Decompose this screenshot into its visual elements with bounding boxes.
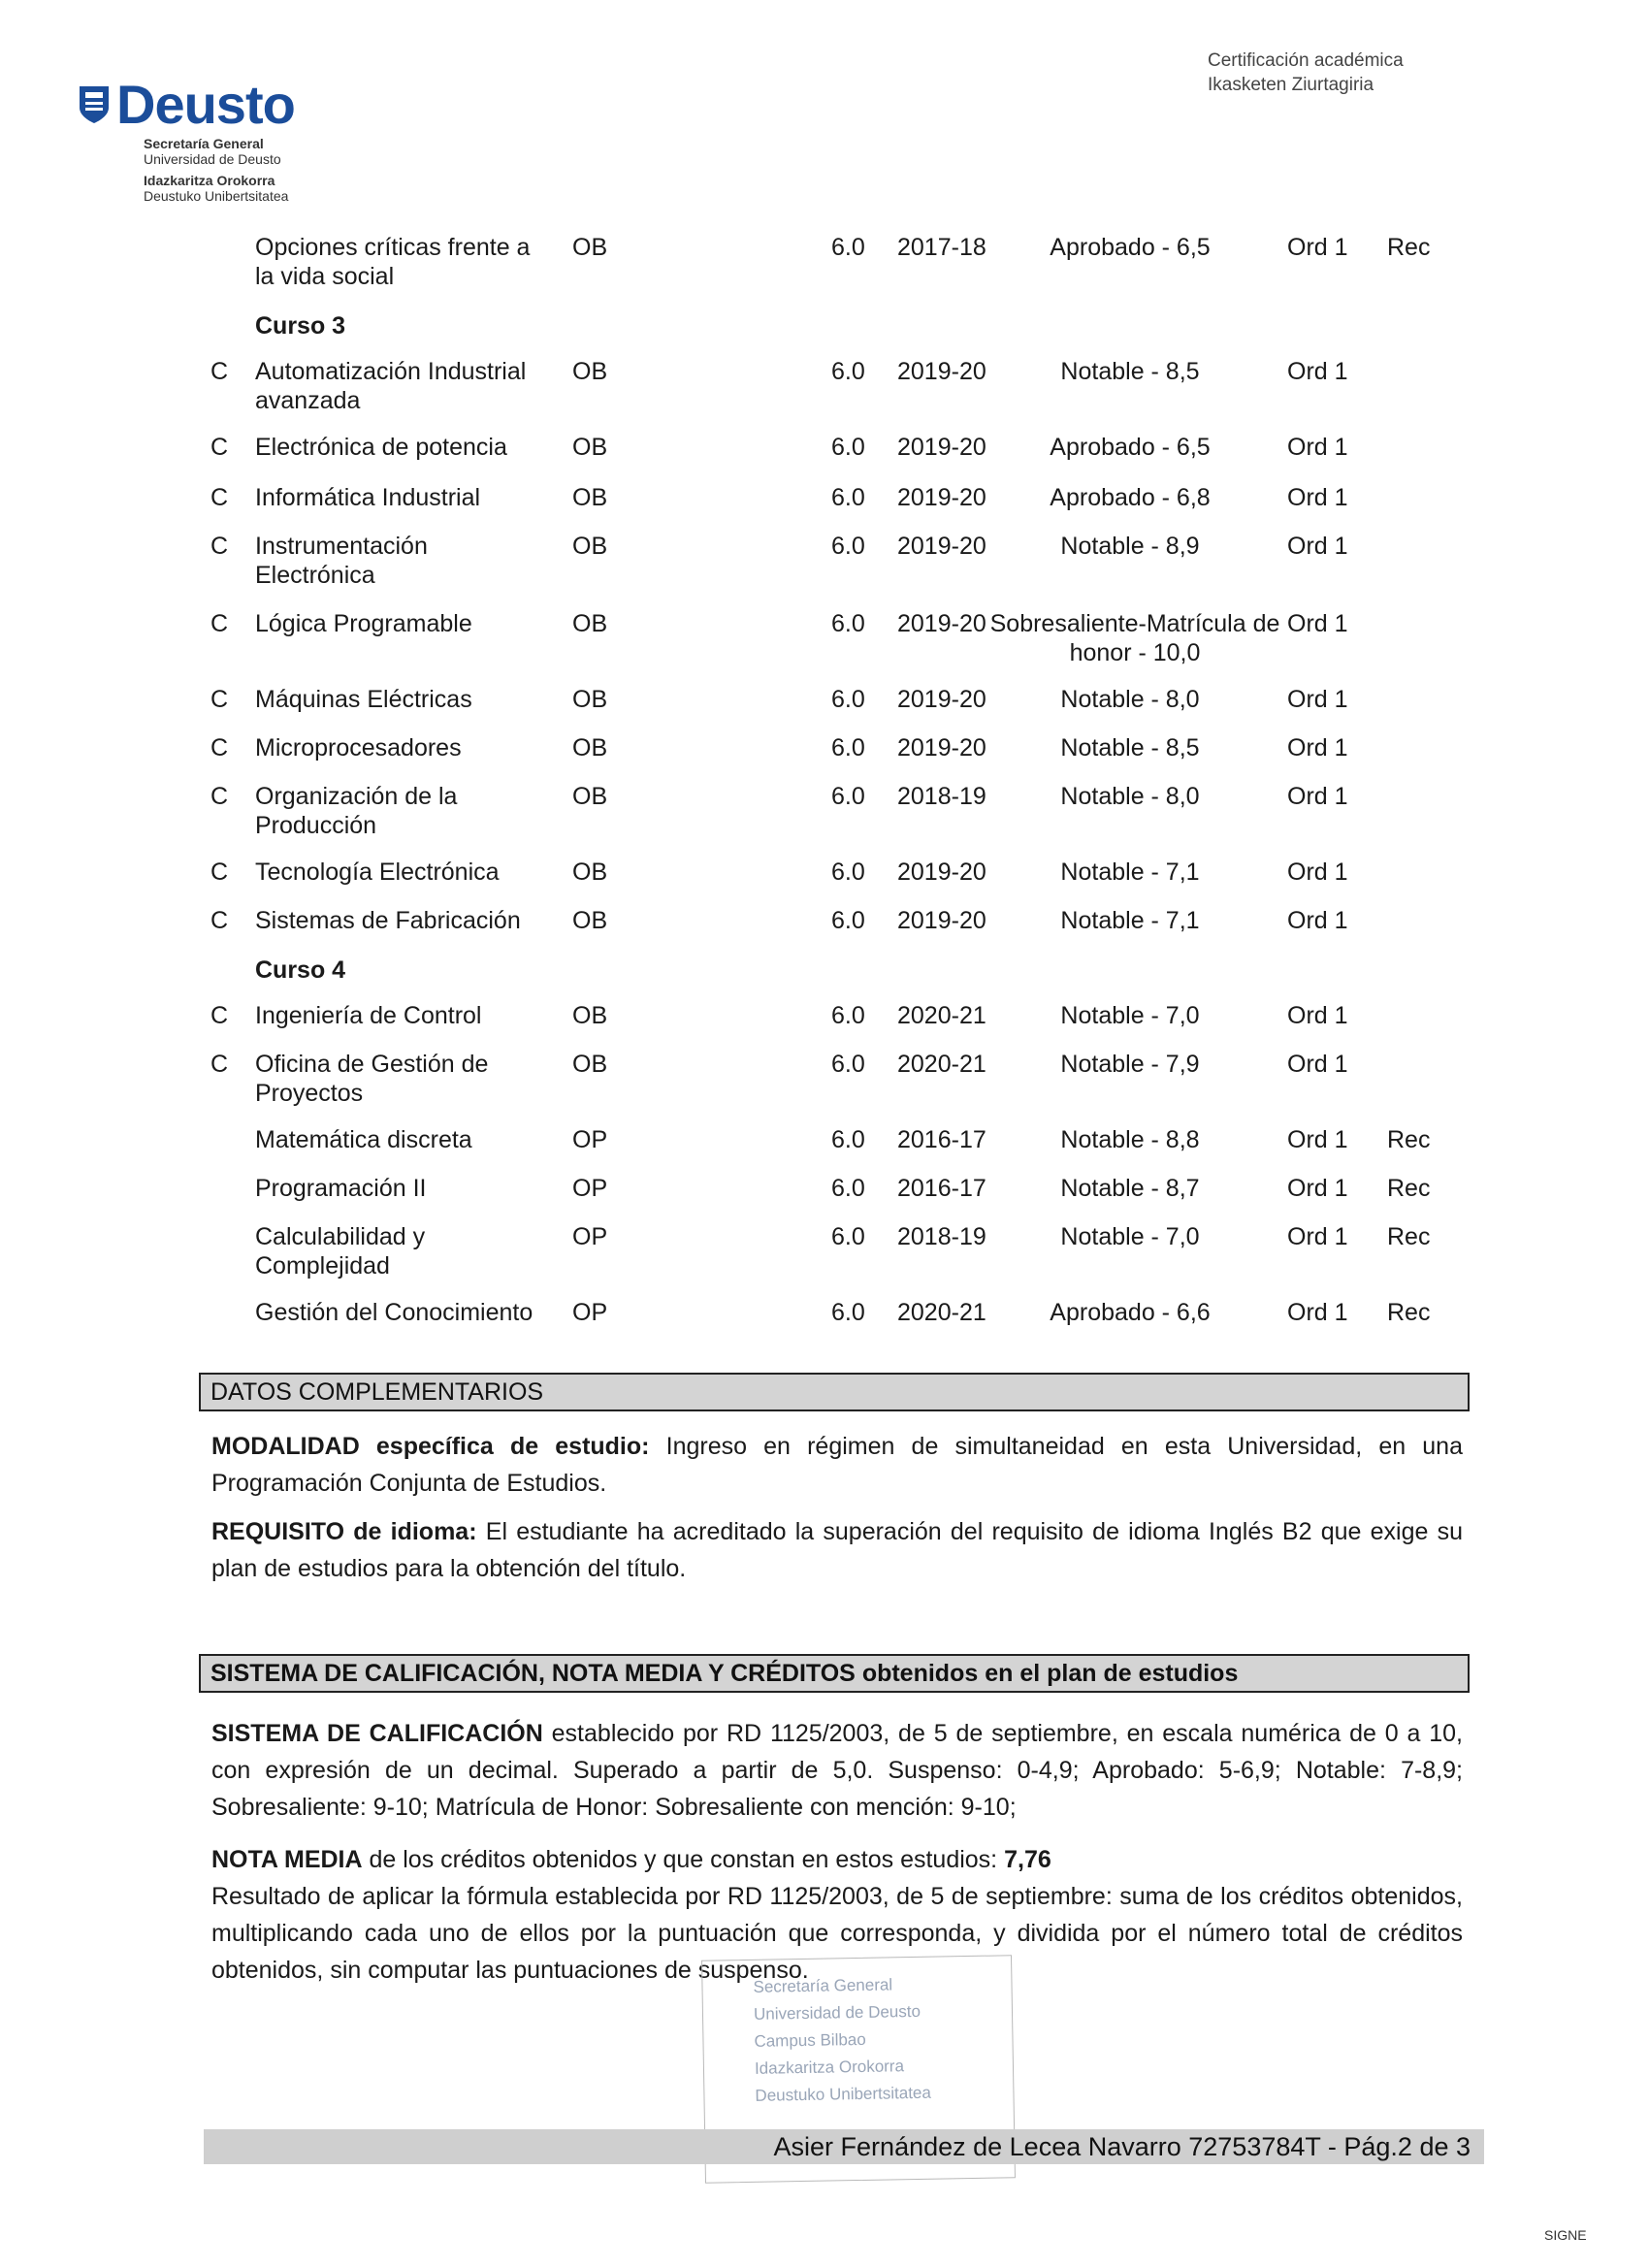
subject-year: 2019-20 (897, 434, 986, 461)
subject-type: OB (572, 484, 608, 511)
subject-type: OB (572, 1002, 608, 1029)
subject-credits: 6.0 (831, 358, 865, 385)
subject-name: Instrumentación Electrónica (255, 533, 428, 589)
requisito-text: El estudiante ha acreditado la superación del requisito de idioma Inglés B2 que exige su plan de estudios para la obtención del título. (211, 1518, 1464, 1582)
subject-convocatoria: Ord 1 (1287, 1223, 1348, 1250)
nota-media-value: 7,76 (1004, 1846, 1051, 1873)
subject-type: OP (572, 1223, 608, 1250)
row-mark: C (210, 358, 229, 385)
subject-year: 2019-20 (897, 610, 986, 637)
subject-year: 2018-19 (897, 783, 986, 810)
subject-year: 2019-20 (897, 859, 986, 886)
subject-credits: 6.0 (831, 610, 865, 637)
subject-type: OP (572, 1126, 608, 1153)
subject-rec: Rec (1387, 1299, 1431, 1326)
subject-grade: Notable - 8,5 (1060, 734, 1200, 761)
subject-grade: Notable - 8,0 (1060, 783, 1200, 810)
subject-name: Microprocesadores (255, 734, 462, 761)
subject-name: Sistemas de Fabricación (255, 907, 521, 934)
stamp-line: Deustuko Unibertsitatea (755, 2083, 932, 2105)
subject-convocatoria: Ord 1 (1287, 484, 1348, 511)
subject-type: OP (572, 1299, 608, 1326)
subject-name: Gestión del Conocimiento (255, 1299, 534, 1326)
section-title-bold: SISTEMA DE CALIFICACIÓN, NOTA MEDIA Y CRÉDITOS (210, 1660, 856, 1687)
subject-type: OB (572, 358, 608, 385)
row-mark: C (210, 686, 229, 713)
section-title-rest: obtenidos en el plan de estudios (861, 1660, 1239, 1687)
subject-convocatoria: Ord 1 (1287, 734, 1348, 761)
subject-type: OB (572, 434, 608, 461)
subject-type: OB (572, 686, 608, 713)
subject-name: Programación II (255, 1175, 427, 1202)
row-mark: C (210, 1002, 229, 1029)
subject-type: OB (572, 859, 608, 886)
row-mark: C (210, 1051, 229, 1078)
subject-credits: 6.0 (831, 734, 865, 761)
logo-org-lines (144, 136, 295, 204)
modalidad-text: Ingreso en régimen de simultaneidad en esta Universidad, en una Programación Conjunta de Estudios. (211, 1433, 1463, 1497)
row-mark: C (210, 783, 229, 810)
subject-convocatoria: Ord 1 (1287, 1002, 1348, 1029)
subject-name: Máquinas Eléctricas (255, 686, 472, 713)
subject-convocatoria: Ord 1 (1287, 1126, 1348, 1153)
resultado-text: Resultado de aplicar la fórmula establecida por RD 1125/2003, de 5 de septiembre: suma de los créditos obtenidos, multiplicando cada uno de ellos por la puntuación que corresponda, y dividida por el número total de créditos obtenidos, sin computar las puntuaciones de suspenso. (211, 1883, 1463, 1984)
subject-year: 2016-17 (897, 1175, 986, 1202)
subject-convocatoria: Ord 1 (1287, 1299, 1348, 1326)
datos-complementarios-heading (199, 1373, 1470, 1411)
subject-convocatoria: Ord 1 (1287, 234, 1348, 261)
deusto-shield-icon (78, 84, 111, 125)
subject-convocatoria: Ord 1 (1287, 859, 1348, 886)
row-mark: C (210, 907, 229, 934)
org-line-3: Idazkaritza Orokorra (144, 173, 275, 188)
footer-text: Asier Fernández de Lecea Navarro 72753784T - Pág.2 de 3 (773, 2132, 1471, 2161)
subject-grade: Aprobado - 6,5 (1050, 434, 1211, 461)
page-footer (204, 2129, 1484, 2164)
subject-rec: Rec (1387, 1223, 1431, 1250)
subject-type: OB (572, 533, 608, 560)
subject-type: OB (572, 234, 608, 261)
modalidad-label: MODALIDAD específica de estudio: (211, 1433, 650, 1460)
requisito-label: REQUISITO de idioma: (211, 1518, 477, 1545)
subject-credits: 6.0 (831, 533, 865, 560)
row-mark: C (210, 859, 229, 886)
curso-3-heading: Curso 3 (255, 312, 346, 340)
subject-rec: Rec (1387, 1126, 1431, 1153)
row-mark: C (210, 434, 229, 461)
subject-convocatoria: Ord 1 (1287, 434, 1348, 461)
subject-credits: 6.0 (831, 1175, 865, 1202)
subject-name: Calculabilidad y Complejidad (255, 1223, 426, 1280)
subject-name: Opciones críticas frente a la vida social (255, 234, 531, 290)
subject-grade: Notable - 7,9 (1060, 1051, 1200, 1078)
subject-grade: Aprobado - 6,5 (1050, 234, 1211, 261)
org-line-1: Secretaría General (144, 136, 264, 151)
deusto-logo (78, 73, 295, 204)
subject-year: 2020-21 (897, 1051, 986, 1078)
doc-type-es: Certificación académica (1208, 50, 1404, 71)
subject-year: 2019-20 (897, 686, 986, 713)
subject-credits: 6.0 (831, 907, 865, 934)
subject-rec: Rec (1387, 234, 1431, 261)
subject-convocatoria: Ord 1 (1287, 686, 1348, 713)
subject-credits: 6.0 (831, 1126, 865, 1153)
requisito-paragraph (211, 1513, 1463, 1587)
subject-name: Informática Industrial (255, 484, 481, 511)
nota-media-text: de los créditos obtenidos y que constan en estos estudios: (369, 1846, 998, 1873)
modalidad-paragraph (211, 1428, 1463, 1502)
nota-media-paragraph (211, 1841, 1463, 1878)
subject-name: Ingeniería de Control (255, 1002, 482, 1029)
subject-credits: 6.0 (831, 1002, 865, 1029)
calificacion-paragraph (211, 1715, 1463, 1826)
subject-year: 2019-20 (897, 734, 986, 761)
row-mark: C (210, 610, 229, 637)
subject-year: 2019-20 (897, 533, 986, 560)
subject-credits: 6.0 (831, 1051, 865, 1078)
subject-grade: Notable - 7,1 (1060, 907, 1200, 934)
subject-rec: Rec (1387, 1175, 1431, 1202)
subject-grade: Notable - 8,8 (1060, 1126, 1200, 1153)
stamp-line: Universidad de Deusto (753, 2001, 922, 2024)
subject-grade: Notable - 8,7 (1060, 1175, 1200, 1202)
subject-credits: 6.0 (831, 234, 865, 261)
section-title: DATOS COMPLEMENTARIOS (210, 1378, 544, 1406)
signe-mark: SIGNE (1544, 2227, 1587, 2243)
doc-type-eu: Ikasketen Ziurtagiria (1208, 75, 1374, 95)
stamp-line: Secretaría General (753, 1975, 893, 1996)
logo-wordmark: Deusto (116, 74, 295, 135)
subject-name: Automatización Industrial avanzada (255, 358, 527, 414)
curso-4-heading: Curso 4 (255, 956, 346, 984)
subject-type: OB (572, 907, 608, 934)
subject-type: OB (572, 734, 608, 761)
calificacion-label: SISTEMA DE CALIFICACIÓN (211, 1720, 543, 1747)
org-line-4: Deustuko Unibertsitatea (144, 188, 289, 204)
subject-convocatoria: Ord 1 (1287, 533, 1348, 560)
subject-type: OP (572, 1175, 608, 1202)
subject-year: 2018-19 (897, 1223, 986, 1250)
subject-year: 2019-20 (897, 907, 986, 934)
row-mark: C (210, 533, 229, 560)
stamp-line: Campus Bilbao (754, 2029, 866, 2051)
subject-year: 2020-21 (897, 1299, 986, 1326)
subject-grade: Aprobado - 6,6 (1050, 1299, 1211, 1326)
subject-credits: 6.0 (831, 1223, 865, 1250)
subject-grade: Notable - 8,9 (1060, 533, 1200, 560)
row-mark: C (210, 734, 229, 761)
subject-grade: Notable - 8,5 (1060, 358, 1200, 385)
subject-type: OB (572, 783, 608, 810)
subject-name: Organización de la Producción (255, 783, 458, 839)
subject-name: Tecnología Electrónica (255, 859, 500, 886)
subject-name: Matemática discreta (255, 1126, 472, 1153)
subject-name: Lógica Programable (255, 610, 472, 637)
subject-grade: Notable - 8,0 (1060, 686, 1200, 713)
subject-convocatoria: Ord 1 (1287, 358, 1348, 385)
subject-year: 2019-20 (897, 358, 986, 385)
document-type (1208, 49, 1404, 97)
subject-convocatoria: Ord 1 (1287, 1051, 1348, 1078)
subject-credits: 6.0 (831, 484, 865, 511)
subject-credits: 6.0 (831, 859, 865, 886)
sistema-calificacion-heading (199, 1654, 1470, 1693)
nota-media-label: NOTA MEDIA (211, 1846, 363, 1873)
subject-year: 2017-18 (897, 234, 986, 261)
subject-type: OB (572, 610, 608, 637)
subject-credits: 6.0 (831, 686, 865, 713)
subject-year: 2019-20 (897, 484, 986, 511)
stamp-line: Idazkaritza Orokorra (754, 2057, 905, 2078)
subject-credits: 6.0 (831, 1299, 865, 1326)
subject-year: 2020-21 (897, 1002, 986, 1029)
subject-convocatoria: Ord 1 (1287, 907, 1348, 934)
subject-credits: 6.0 (831, 783, 865, 810)
subject-credits: 6.0 (831, 434, 865, 461)
subject-convocatoria: Ord 1 (1287, 1175, 1348, 1202)
calificacion-text: establecido por RD 1125/2003, de 5 de septiembre, en escala numérica de 0 a 10, con expresión de un decimal. Superado a partir de 5,0. Suspenso: 0-4,9; Aprobado: 5-6,9; Notable: 7-8,9; Sobresaliente: 9-10; Matrícula de Honor: Sobresaliente con mención: 9-10; (211, 1720, 1464, 1821)
subject-grade: Sobresaliente-Matrícula de honor - 10,0 (989, 610, 1280, 666)
subject-name: Oficina de Gestión de Proyectos (255, 1051, 489, 1107)
subject-year: 2016-17 (897, 1126, 986, 1153)
subject-grade: Notable - 7,1 (1060, 859, 1200, 886)
subject-convocatoria: Ord 1 (1287, 610, 1348, 637)
row-mark: C (210, 484, 229, 511)
subject-grade: Notable - 7,0 (1060, 1002, 1200, 1029)
org-line-2: Universidad de Deusto (144, 151, 281, 167)
subject-name: Electrónica de potencia (255, 434, 507, 461)
subject-grade: Notable - 7,0 (1060, 1223, 1200, 1250)
subject-convocatoria: Ord 1 (1287, 783, 1348, 810)
subject-grade: Aprobado - 6,8 (1050, 484, 1211, 511)
subject-type: OB (572, 1051, 608, 1078)
